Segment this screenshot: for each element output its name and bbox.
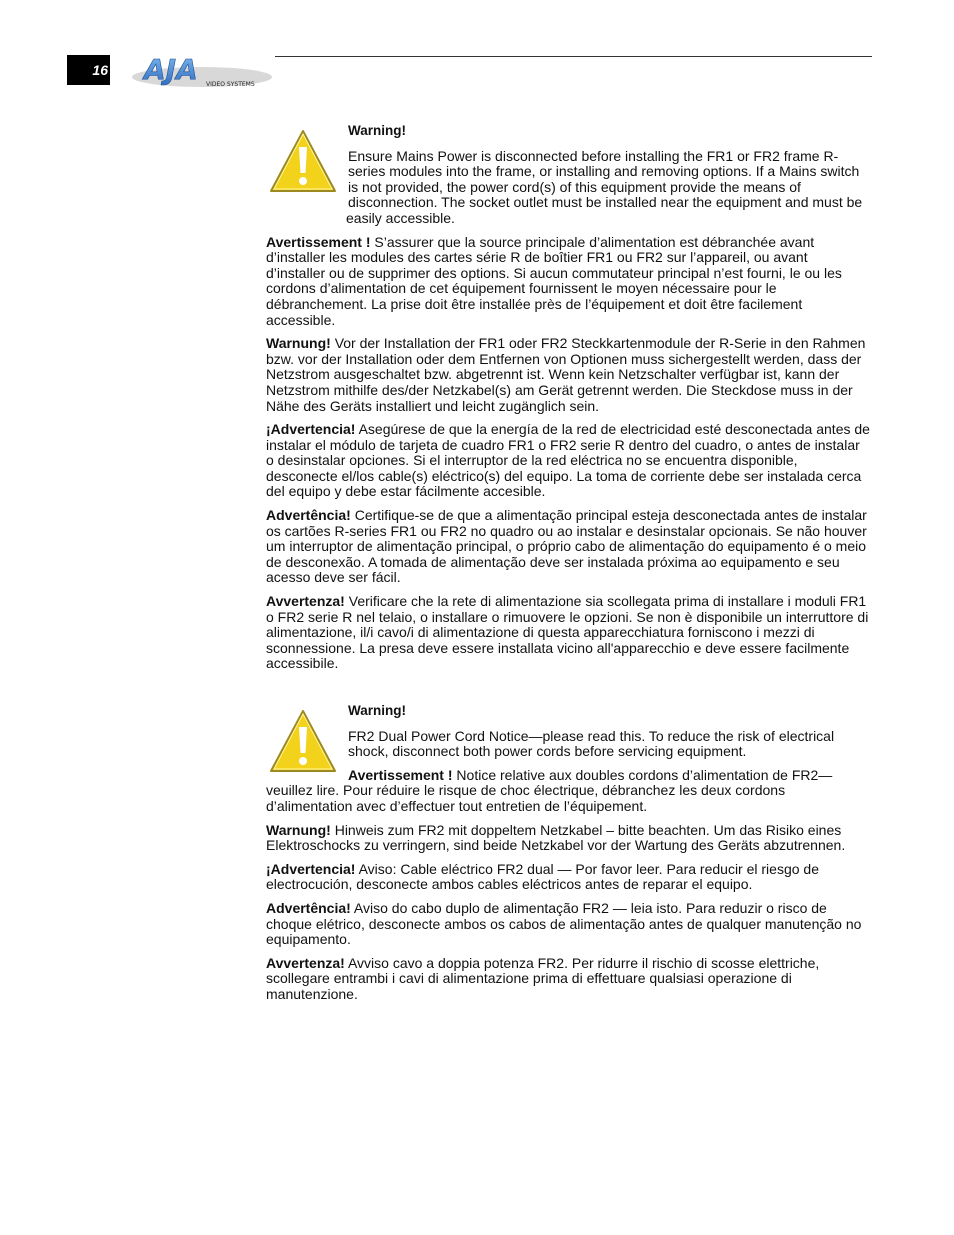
aja-logo-graphic — [130, 55, 275, 89]
logo-subtext: VIDEO SYSTEMS — [206, 81, 255, 88]
header-rule — [275, 56, 872, 57]
german-label: Warnung! — [266, 821, 331, 838]
english-text: Ensure Mains Power is disconnected before installing the FR1 or FR2 frame R-series modules into the frame, or installing and removing options. If a Mains switch is not provided, the power cord(s) of this equipment provide the means of disconnection. The socket outlet must be installed near the equipment and must be easily accessible. — [346, 147, 863, 226]
german-text: Warnung! Hinweis zum FR2 mit doppeltem Netzkabel – bitte beachten. Um das Risiko eines Elektroschocks zu verringern, sind beide Netzkabel vor der Wartung des Geräts abzutrennen. — [266, 821, 846, 854]
german-label: Warnung! — [266, 335, 331, 352]
warning-triangle-icon — [268, 127, 338, 197]
portuguese-text: Advertência! Aviso do cabo duplo de alimentação FR2 — leia isto. Para reduzir o risco de choque elétrico, desconecte ambos os cabos de alimentação antes de qualquer manutenção no equipamento. — [266, 899, 862, 948]
portuguese-label: Advertência! — [266, 507, 351, 524]
english-text: FR2 Dual Power Cord Notice—please read this. To reduce the risk of electrical shock, disconnect both power cords before servicing equipment. — [348, 727, 835, 760]
warning-section-dual-power-cord — [266, 703, 870, 1011]
italian-label: Avvertenza! — [266, 593, 345, 610]
aja-logo — [130, 55, 275, 89]
portuguese-text: Advertência! Certifique-se de que a alimentação principal esteja desconectada antes de instalar os cartões R-series FR1 ou FR2 no quadro ou ao instalar e desinstalar opcionais. Se não houver um interruptor de alimentação principal, o próprio cabo de alimentação do equipamento é o meio de desconexão. A tomada de alimentação deve ser instalada próxima ao equipamento e seu acesso deve ser fácil. — [266, 507, 867, 586]
french-label: Avertissement ! — [348, 766, 453, 783]
warning-triangle-icon — [268, 707, 338, 777]
french-label: Avertissement ! — [266, 233, 371, 250]
italian-text: Avvertenza! Verificare che la rete di alimentazione sia scollegata prima di installare i moduli FR1 o FR2 serie R nel telaio, o installare o rimuovere le opzioni. Se non è disponibile un interruttore di alimentazione, il/i cavo/i di alimentazione di questa apparecchiatura forniscono i mezzi di sconnessione. La presa deve essere installata vicino all'apparecchio e deve essere facilmente accessibile. — [266, 593, 869, 672]
page-number: 16 — [67, 55, 110, 85]
spanish-text: ¡Advertencia! Aviso: Cable eléctrico FR2 dual — Por favor leer. Para reducir el riesgo de electrocución, desconecte ambos cables eléctricos antes de reparar el equipo. — [266, 860, 819, 893]
warning-title: Warning! — [348, 703, 406, 718]
warning-section-mains-power — [266, 123, 870, 680]
spanish-text: ¡Advertencia! Asegúrese de que la energía de la red de electricidad esté desconectada antes de instalar el módulo de tarjeta de cuadro FR1 o FR2 serie R dentro del cuadro, o antes de instalar o desinstalar opciones. Si el interruptor de la red eléctrica no se encuentra disponible, desconecte el/los cable(s) eléctrico(s) del equipo. La toma de corriente debe ser instalada cerca del equipo y debe estar fácilmente accesible. — [266, 421, 870, 500]
logo-text: AJA — [144, 55, 198, 86]
warning-title: Warning! — [348, 123, 406, 138]
french-text: Avertissement ! Notice relative aux doubles cordons d’alimentation de FR2—veuillez lire. Pour réduire le risque de choc électrique, débranchez les deux cordons d’alimentation avec d’effectuer tout entretien de l’équipement. — [266, 766, 833, 814]
french-text: Avertissement ! S’assurer que la source principale d’alimentation est débranchée avant d’installer les modules des cartes série R de boîtier FR1 ou FR2 sur l’appareil, ou avant d’installer ou de supprimer des options. Si aucun commutateur principal n’est fourni, le ou les cordons d’alimentation de cet équipement fournissent le moyen nécessaire pour le débranchement. La prise doit être installée près de l’équipement et doit être facilement accessible. — [266, 233, 842, 328]
german-text: Warnung! Vor der Installation der FR1 oder FR2 Steckkartenmodule der R-Serie in den Rahmen bzw. vor der Installation oder dem Entfernen von Optionen muss sichergestellt werden, dass der Netzstrom ausgeschaltet bzw. abgetrennt ist. Wenn kein Netzschalter verfügbar ist, kann der Netzstrom mithilfe des/der Netzkabel(s) am Gerät getrennt werden. Die Steckdose muss in der Nähe des Geräts installiert und leicht zugänglich sein. — [266, 335, 866, 414]
spanish-label: ¡Advertencia! — [266, 421, 356, 438]
spanish-label: ¡Advertencia! — [266, 860, 356, 877]
italian-text: Avvertenza! Avviso cavo a doppia potenza FR2. Per ridurre il rischio di scosse elettriche, scollegare entrambi i cavi di alimentazione prima di effettuare qualsiasi operazione di manutenzione. — [266, 954, 820, 1002]
portuguese-label: Advertência! — [266, 899, 351, 916]
italian-label: Avvertenza! — [266, 954, 345, 971]
